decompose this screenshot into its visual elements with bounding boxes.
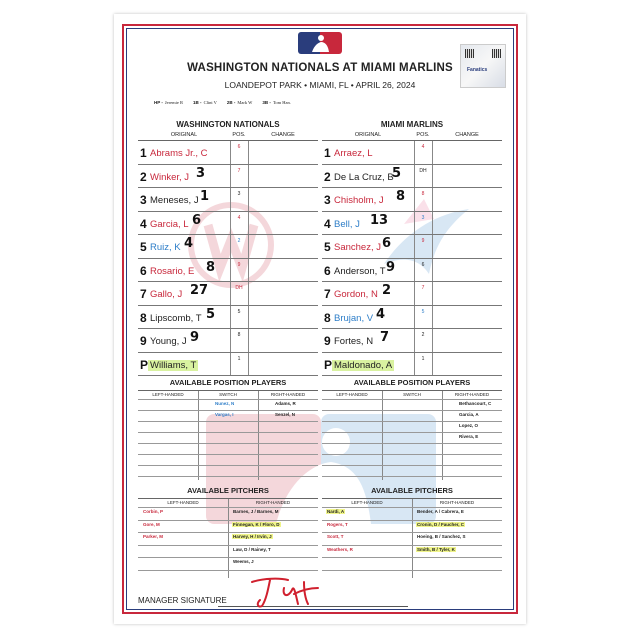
player-name: Rosario, E bbox=[150, 265, 195, 277]
column-header: LEFT-HANDED bbox=[152, 392, 184, 397]
player-name: Williams, T bbox=[150, 359, 197, 371]
lineup-row bbox=[322, 188, 502, 212]
away-pos-header: POS. bbox=[232, 132, 246, 138]
jersey-number: 1 bbox=[200, 189, 210, 204]
roster-entry: Garcia, A bbox=[459, 412, 479, 417]
grid-line bbox=[322, 545, 502, 546]
roster-entry: Harvey, H / Irvin, J bbox=[233, 534, 272, 539]
batting-order-slot: 7 bbox=[324, 287, 331, 301]
grid-line bbox=[322, 476, 502, 477]
batting-order-slot: 4 bbox=[324, 216, 331, 231]
grid-line bbox=[322, 570, 502, 571]
grid-line bbox=[138, 557, 318, 558]
jersey-number: 27 bbox=[190, 283, 209, 298]
home-team-name: MIAMI MARLINS bbox=[380, 120, 444, 129]
column-header: RIGHT-HANDED bbox=[439, 500, 475, 505]
position-number: 4 bbox=[421, 144, 425, 150]
batting-order-slot: 2 bbox=[324, 169, 331, 184]
away-pitchers-title: AVAILABLE PITCHERS bbox=[187, 486, 269, 495]
batting-order-slot: 1 bbox=[324, 146, 331, 160]
roster-entry: Nunez, N bbox=[215, 401, 235, 406]
column-divider bbox=[442, 391, 443, 480]
player-name: Sanchez, J bbox=[334, 242, 381, 253]
jersey-number: 8 bbox=[206, 259, 216, 275]
umpire-position: 1B - bbox=[193, 100, 202, 105]
column-header: RIGHT-HANDED bbox=[454, 392, 490, 397]
jersey-number: 6 bbox=[382, 236, 392, 251]
batting-order-slot: 3 bbox=[140, 193, 147, 207]
batting-order-slot: 9 bbox=[140, 334, 147, 348]
umpire-position: HP - bbox=[154, 100, 163, 105]
batting-order-slot: P bbox=[324, 357, 333, 372]
lineup-row bbox=[322, 235, 502, 259]
grid-line bbox=[322, 421, 502, 422]
lineup-row bbox=[322, 353, 502, 377]
column-header: SWITCH bbox=[403, 392, 421, 397]
roster-entry: Law, D / Rainey, T bbox=[233, 546, 271, 552]
roster-entry: Bethancourt, C bbox=[459, 401, 492, 406]
grid-line bbox=[322, 465, 502, 466]
jersey-number: 3 bbox=[196, 165, 206, 181]
roster-entry: Smith, B / Tyler, K bbox=[417, 546, 455, 552]
lineup-row bbox=[322, 259, 502, 283]
player-name: Ruiz, K bbox=[150, 242, 181, 253]
home-original-header: ORIGINAL bbox=[354, 132, 382, 138]
position-number: 6 bbox=[421, 261, 425, 268]
roster-entry: Finnegan, K / Floro, D bbox=[233, 521, 280, 527]
away-pitchers-grid bbox=[138, 498, 318, 578]
player-name: Fortes, N bbox=[334, 336, 374, 347]
position-number: 6 bbox=[237, 144, 241, 150]
grid-line bbox=[138, 399, 318, 400]
home-pitchers-grid bbox=[322, 498, 502, 578]
lineup-row bbox=[322, 329, 502, 353]
away-position-players-grid bbox=[138, 390, 318, 480]
position-number: 8 bbox=[237, 332, 241, 338]
lineup-row bbox=[138, 282, 318, 306]
roster-entry: Rivera, E bbox=[459, 434, 479, 439]
player-name: Abrams Jr., C bbox=[150, 148, 208, 159]
lineup-row bbox=[138, 141, 318, 165]
jersey-number: 8 bbox=[396, 189, 406, 204]
umpire-crew bbox=[154, 100, 291, 105]
grid-line bbox=[138, 410, 318, 411]
column-divider bbox=[198, 391, 199, 480]
grid-line bbox=[138, 465, 318, 466]
column-divider bbox=[412, 499, 413, 578]
grid-line bbox=[138, 520, 318, 521]
column-header: SWITCH bbox=[219, 392, 237, 397]
grid-line bbox=[138, 432, 318, 433]
lineup-row bbox=[138, 188, 318, 212]
roster-entry: Vargas, I bbox=[215, 412, 234, 417]
column-divider bbox=[382, 391, 383, 480]
grid-line bbox=[138, 532, 318, 533]
grid-line bbox=[138, 570, 318, 571]
batting-order-slot: 8 bbox=[140, 310, 147, 325]
lineup-row bbox=[138, 329, 318, 353]
grid-line bbox=[138, 454, 318, 455]
umpire-entry bbox=[227, 100, 253, 105]
umpire-entry bbox=[154, 100, 183, 105]
jersey-number: 5 bbox=[206, 306, 216, 322]
roster-entry: Cronin, D / Faucher, C bbox=[417, 521, 465, 527]
player-name: Winker, J bbox=[150, 171, 190, 183]
roster-entry: Senzel, N bbox=[275, 412, 296, 417]
grid-line bbox=[322, 454, 502, 455]
grid-line bbox=[138, 507, 318, 508]
jersey-number: 2 bbox=[382, 283, 392, 298]
umpire-name: Tom Han. bbox=[272, 100, 291, 105]
umpire-position: 2B - bbox=[226, 100, 236, 105]
column-header: LEFT-HANDED bbox=[336, 392, 368, 397]
batting-order-slot: 6 bbox=[324, 263, 331, 278]
position-number: 3 bbox=[421, 214, 425, 221]
lineup-row bbox=[138, 306, 318, 330]
grid-line bbox=[138, 421, 318, 422]
home-position-players-grid bbox=[322, 390, 502, 480]
lineup-row bbox=[322, 141, 502, 165]
away-team-name: WASHINGTON NATIONALS bbox=[176, 120, 280, 129]
batting-order-slot: 1 bbox=[140, 146, 147, 160]
roster-entry: Barnes, J / Barnes, M bbox=[233, 509, 279, 514]
qr-code-icon bbox=[492, 49, 501, 58]
player-name: De La Cruz, B bbox=[334, 171, 394, 183]
column-divider bbox=[228, 499, 229, 578]
roster-entry: Hoeing, B / Sanchez, S bbox=[417, 534, 466, 539]
position-number: DH bbox=[419, 167, 427, 174]
roster-entry: Corbin, P bbox=[143, 509, 163, 514]
player-name: Chisholm, J bbox=[334, 195, 384, 206]
home-position-players-title: AVAILABLE POSITION PLAYERS bbox=[353, 378, 471, 387]
column-header: RIGHT-HANDED bbox=[270, 392, 306, 397]
game-title: WASHINGTON NATIONALS AT MIAMI MARLINS bbox=[187, 62, 453, 74]
batting-order-slot: 9 bbox=[324, 334, 331, 348]
position-number: 4 bbox=[237, 214, 241, 221]
lineup-row bbox=[138, 235, 318, 259]
player-name: Gordon, N bbox=[334, 289, 378, 300]
jersey-number: 5 bbox=[392, 165, 402, 181]
home-change-header: CHANGE bbox=[455, 132, 479, 138]
position-number: DH bbox=[235, 285, 243, 291]
column-header: RIGHT-HANDED bbox=[255, 500, 291, 505]
grid-line bbox=[322, 507, 502, 508]
manager-signature-label: MANAGER SIGNATURE bbox=[138, 596, 227, 605]
home-pos-header: POS. bbox=[416, 132, 430, 138]
player-name: Garcia, L bbox=[150, 218, 189, 230]
away-change-header: CHANGE bbox=[271, 132, 295, 138]
roster-entry: Weems, J bbox=[233, 559, 254, 564]
roster-entry: Adams, R bbox=[275, 401, 296, 406]
player-name: Young, J bbox=[150, 336, 187, 347]
manager-signature bbox=[244, 574, 324, 610]
hologram-brand: Fanatics bbox=[467, 67, 488, 73]
lineup-row bbox=[322, 212, 502, 236]
roster-entry: Rogers, T bbox=[327, 521, 348, 527]
lineup-row bbox=[322, 165, 502, 189]
position-number: 5 bbox=[237, 308, 241, 315]
lineup-row bbox=[138, 259, 318, 283]
umpire-entry bbox=[193, 100, 217, 105]
batting-order-slot: 6 bbox=[140, 263, 147, 278]
batting-order-slot: 3 bbox=[324, 193, 331, 207]
player-name: Meneses, J bbox=[150, 195, 199, 206]
lineup-row bbox=[138, 353, 318, 377]
grid-line bbox=[322, 399, 502, 400]
grid-line bbox=[322, 557, 502, 558]
column-divider bbox=[258, 391, 259, 480]
position-number: 2 bbox=[421, 332, 425, 338]
grid-line bbox=[322, 532, 502, 533]
jersey-number: 4 bbox=[184, 236, 194, 251]
roster-entry: Gore, M bbox=[143, 521, 160, 527]
grid-line bbox=[322, 410, 502, 411]
umpire-name: Mark W bbox=[237, 100, 253, 105]
player-name: Arraez, L bbox=[334, 148, 373, 159]
player-name: Anderson, T bbox=[334, 265, 386, 277]
jersey-number: 7 bbox=[380, 330, 390, 345]
lineup-row bbox=[322, 282, 502, 306]
roster-entry: Scott, T bbox=[327, 534, 344, 539]
batting-order-slot: 8 bbox=[324, 310, 331, 325]
umpire-position: 3B - bbox=[262, 100, 271, 105]
batting-order-slot: P bbox=[140, 357, 149, 372]
batting-order-slot: 5 bbox=[140, 240, 147, 254]
away-lineup bbox=[138, 140, 318, 375]
player-name: Bell, J bbox=[334, 218, 360, 230]
roster-entry: Bender, A / Cabrera, E bbox=[417, 509, 464, 514]
game-subtitle: LOANDEPOT PARK • MIAMI, FL • APRIL 26, 2024 bbox=[224, 80, 416, 90]
batting-order-slot: 2 bbox=[140, 169, 147, 184]
batting-order-slot: 7 bbox=[140, 287, 147, 301]
umpire-name: Jeremie R bbox=[164, 100, 184, 105]
grid-line bbox=[138, 476, 318, 477]
position-number: 5 bbox=[421, 308, 425, 315]
grid-line bbox=[322, 443, 502, 444]
home-pitchers-title: AVAILABLE PITCHERS bbox=[371, 486, 453, 495]
position-number: 8 bbox=[421, 191, 425, 197]
jersey-number: 6 bbox=[192, 212, 202, 228]
column-header: LEFT-HANDED bbox=[167, 500, 199, 505]
position-number: 7 bbox=[421, 285, 425, 291]
jersey-number: 9 bbox=[386, 259, 396, 275]
qr-code-icon bbox=[465, 49, 474, 58]
roster-entry: Weathers, R bbox=[327, 546, 353, 552]
umpire-entry bbox=[262, 100, 290, 105]
position-number: 2 bbox=[237, 238, 241, 244]
home-lineup bbox=[322, 140, 502, 375]
grid-line bbox=[138, 443, 318, 444]
position-number: 1 bbox=[237, 355, 241, 362]
position-number: 1 bbox=[421, 355, 425, 362]
lineup-row bbox=[138, 212, 318, 236]
jersey-number: 9 bbox=[190, 330, 200, 345]
position-number: 9 bbox=[237, 261, 241, 268]
grid-line bbox=[138, 545, 318, 546]
lineup-row bbox=[138, 165, 318, 189]
player-name: Brujan, V bbox=[334, 312, 374, 324]
roster-entry: Lopez, O bbox=[459, 423, 478, 428]
roster-entry: Nardi, A bbox=[327, 509, 345, 514]
away-position-players-title: AVAILABLE POSITION PLAYERS bbox=[169, 378, 287, 387]
lineup-card bbox=[114, 14, 526, 624]
player-name: Lipscomb, T bbox=[150, 312, 202, 324]
grid-line bbox=[322, 432, 502, 433]
roster-entry: Parker, M bbox=[143, 534, 164, 539]
grid-line bbox=[322, 520, 502, 521]
position-number: 9 bbox=[421, 238, 425, 244]
lineup-row bbox=[322, 306, 502, 330]
jersey-number: 4 bbox=[376, 306, 386, 322]
batting-order-slot: 5 bbox=[324, 240, 331, 254]
jersey-number: 13 bbox=[370, 212, 389, 228]
umpire-name: Clint V bbox=[203, 100, 217, 105]
position-number: 3 bbox=[237, 191, 241, 197]
mlb-logo bbox=[298, 32, 342, 54]
position-number: 7 bbox=[237, 167, 241, 174]
player-name: Maldonado, A bbox=[334, 359, 393, 371]
column-header: LEFT-HANDED bbox=[351, 500, 383, 505]
player-name: Gallo, J bbox=[150, 289, 183, 300]
away-original-header: ORIGINAL bbox=[170, 132, 198, 138]
batting-order-slot: 4 bbox=[140, 216, 147, 231]
